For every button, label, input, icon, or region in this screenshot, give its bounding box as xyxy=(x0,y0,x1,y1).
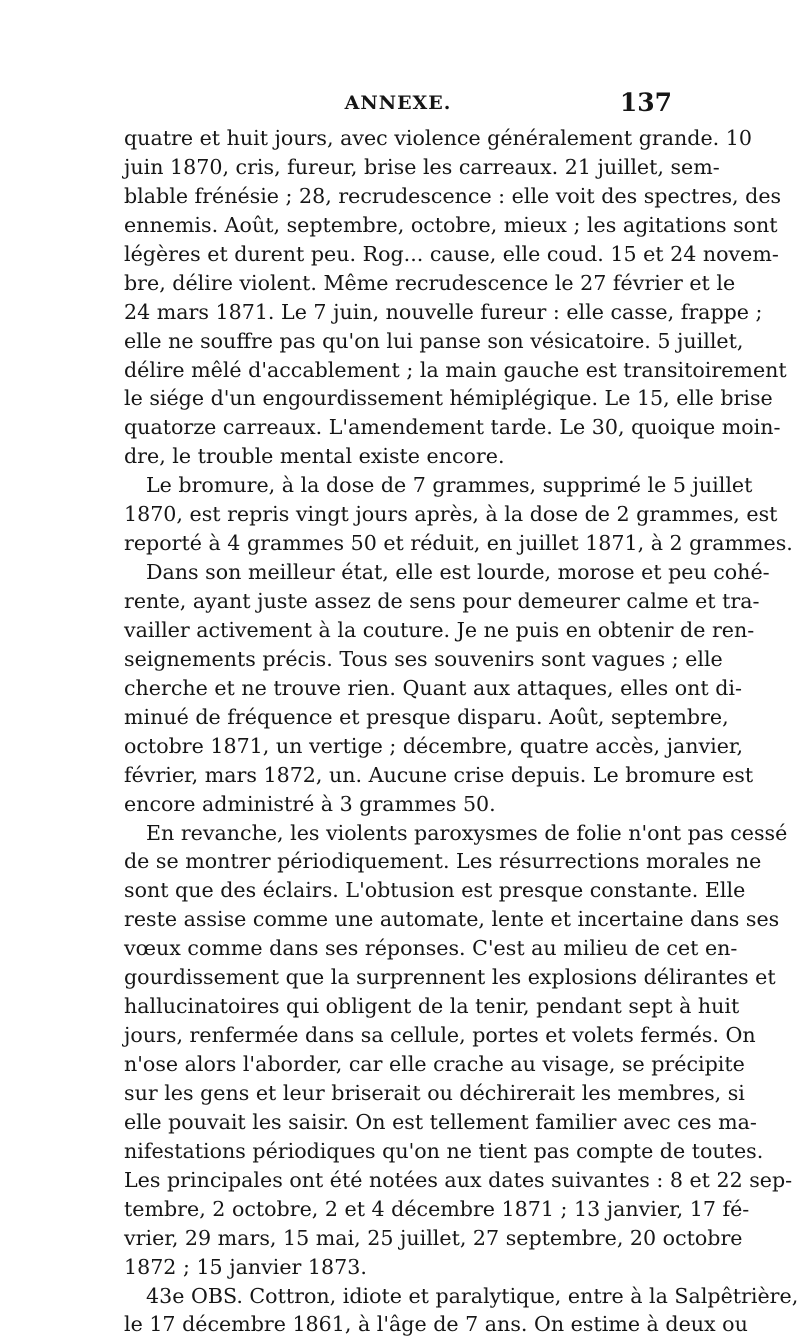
text-line: 43e OBS. Cottron, idiote et paralytique, entre à la Salpêtrière, xyxy=(146,1283,799,1308)
text-line: Dans son meilleur état, elle est lourde, morose et peu cohé- xyxy=(146,560,770,585)
page-number: 137 xyxy=(619,88,672,117)
text-line: le siége d'un engourdissement hémiplégique. Le 15, elle brise xyxy=(124,386,773,411)
text-line: 1872 ; 15 janvier 1873. xyxy=(124,1254,367,1279)
text-line: sont que des éclairs. L'obtusion est presque constante. Elle xyxy=(124,878,746,903)
text-line: blable frénésie ; 28, recrudescence : elle voit des spectres, des xyxy=(124,183,782,208)
text-line: Les principales ont été notées aux dates suivantes : 8 et 22 sep- xyxy=(124,1167,793,1192)
text-line: dre, le trouble mental existe encore. xyxy=(124,444,505,469)
text-line: vailler activement à la couture. Je ne puis en obtenir de ren- xyxy=(124,617,755,642)
text-line: jours, renfermée dans sa cellule, portes et volets fermés. On xyxy=(124,1023,756,1048)
text-line: elle pouvait les saisir. On est tellement familier avec ces ma- xyxy=(124,1109,757,1134)
body-text xyxy=(124,124,799,1339)
text-line: sur les gens et leur briserait ou déchirerait les membres, si xyxy=(124,1080,745,1105)
text-line: rente, ayant juste assez de sens pour demeurer calme et tra- xyxy=(124,589,760,613)
text-line: seignements précis. Tous ses souvenirs sont vagues ; elle xyxy=(124,646,723,671)
text-line: vœux comme dans ses réponses. C'est au milieu de cet en- xyxy=(124,936,738,961)
text-line: le 17 décembre 1861, à l'âge de 7 ans. On estime à deux ou xyxy=(124,1312,748,1337)
text-line: légères et durent peu. Rog... cause, elle coud. 15 et 24 novem- xyxy=(124,241,779,266)
text-line: bre, délire violent. Même recrudescence le 27 février et le xyxy=(124,270,736,295)
text-line: n'ose alors l'aborder, car elle crache au visage, se précipite xyxy=(124,1052,745,1076)
text-line: reste assise comme une automate, lente et incertaine dans ses xyxy=(124,907,780,932)
text-line: minué de fréquence et presque disparu. Août, septembre, xyxy=(124,704,729,729)
text-line: ennemis. Août, septembre, octobre, mieux ; les agitations sont xyxy=(124,212,778,237)
text-line: quatorze carreaux. L'amendement tarde. Le 30, quoique moin- xyxy=(124,415,781,440)
text-line: cherche et ne trouve rien. Quant aux attaques, elles ont di- xyxy=(124,675,742,700)
running-head xyxy=(124,88,672,122)
text-line: de se montrer périodiquement. Les résurrections morales ne xyxy=(124,849,762,874)
text-line: tembre, 2 octobre, 2 et 4 décembre 1871 ; 13 janvier, 17 fé- xyxy=(124,1196,750,1221)
text-line: février, mars 1872, un. Aucune crise depuis. Le bromure est xyxy=(124,762,754,787)
running-title: ANNEXE. xyxy=(344,92,452,114)
text-line: En revanche, les violents paroxysmes de folie n'ont pas cessé xyxy=(146,820,788,845)
text-line: gourdissement que la surprennent les explosions délirantes et xyxy=(124,965,776,990)
text-line: délire mêlé d'accablement ; la main gauche est transitoirement xyxy=(124,357,787,382)
text-line: Le bromure, à la dose de 7 grammes, supprimé le 5 juillet xyxy=(146,473,753,498)
text-line: hallucinatoires qui obligent de la tenir, pendant sept à huit xyxy=(124,994,740,1019)
text-line: nifestations périodiques qu'on ne tient pas compte de toutes. xyxy=(124,1138,764,1163)
text-line: juin 1870, cris, fureur, brise les carreaux. 21 juillet, sem- xyxy=(124,154,720,179)
text-line: 24 mars 1871. Le 7 juin, nouvelle fureur : elle casse, frappe ; xyxy=(124,299,763,324)
text-line: 1870, est repris vingt jours après, à la dose de 2 grammes, est xyxy=(124,502,778,527)
text-line: vrier, 29 mars, 15 mai, 25 juillet, 27 septembre, 20 octobre xyxy=(124,1225,743,1250)
text-line: quatre et huit jours, avec violence généralement grande. 10 xyxy=(124,126,752,150)
text-line: octobre 1871, un vertige ; décembre, quatre accès, janvier, xyxy=(124,733,744,758)
text-line: encore administré à 3 grammes 50. xyxy=(124,791,496,816)
text-line: reporté à 4 grammes 50 et réduit, en juillet 1871, à 2 grammes. xyxy=(124,531,793,556)
text-line: elle ne souffre pas qu'on lui panse son vésicatoire. 5 juillet, xyxy=(124,328,744,353)
